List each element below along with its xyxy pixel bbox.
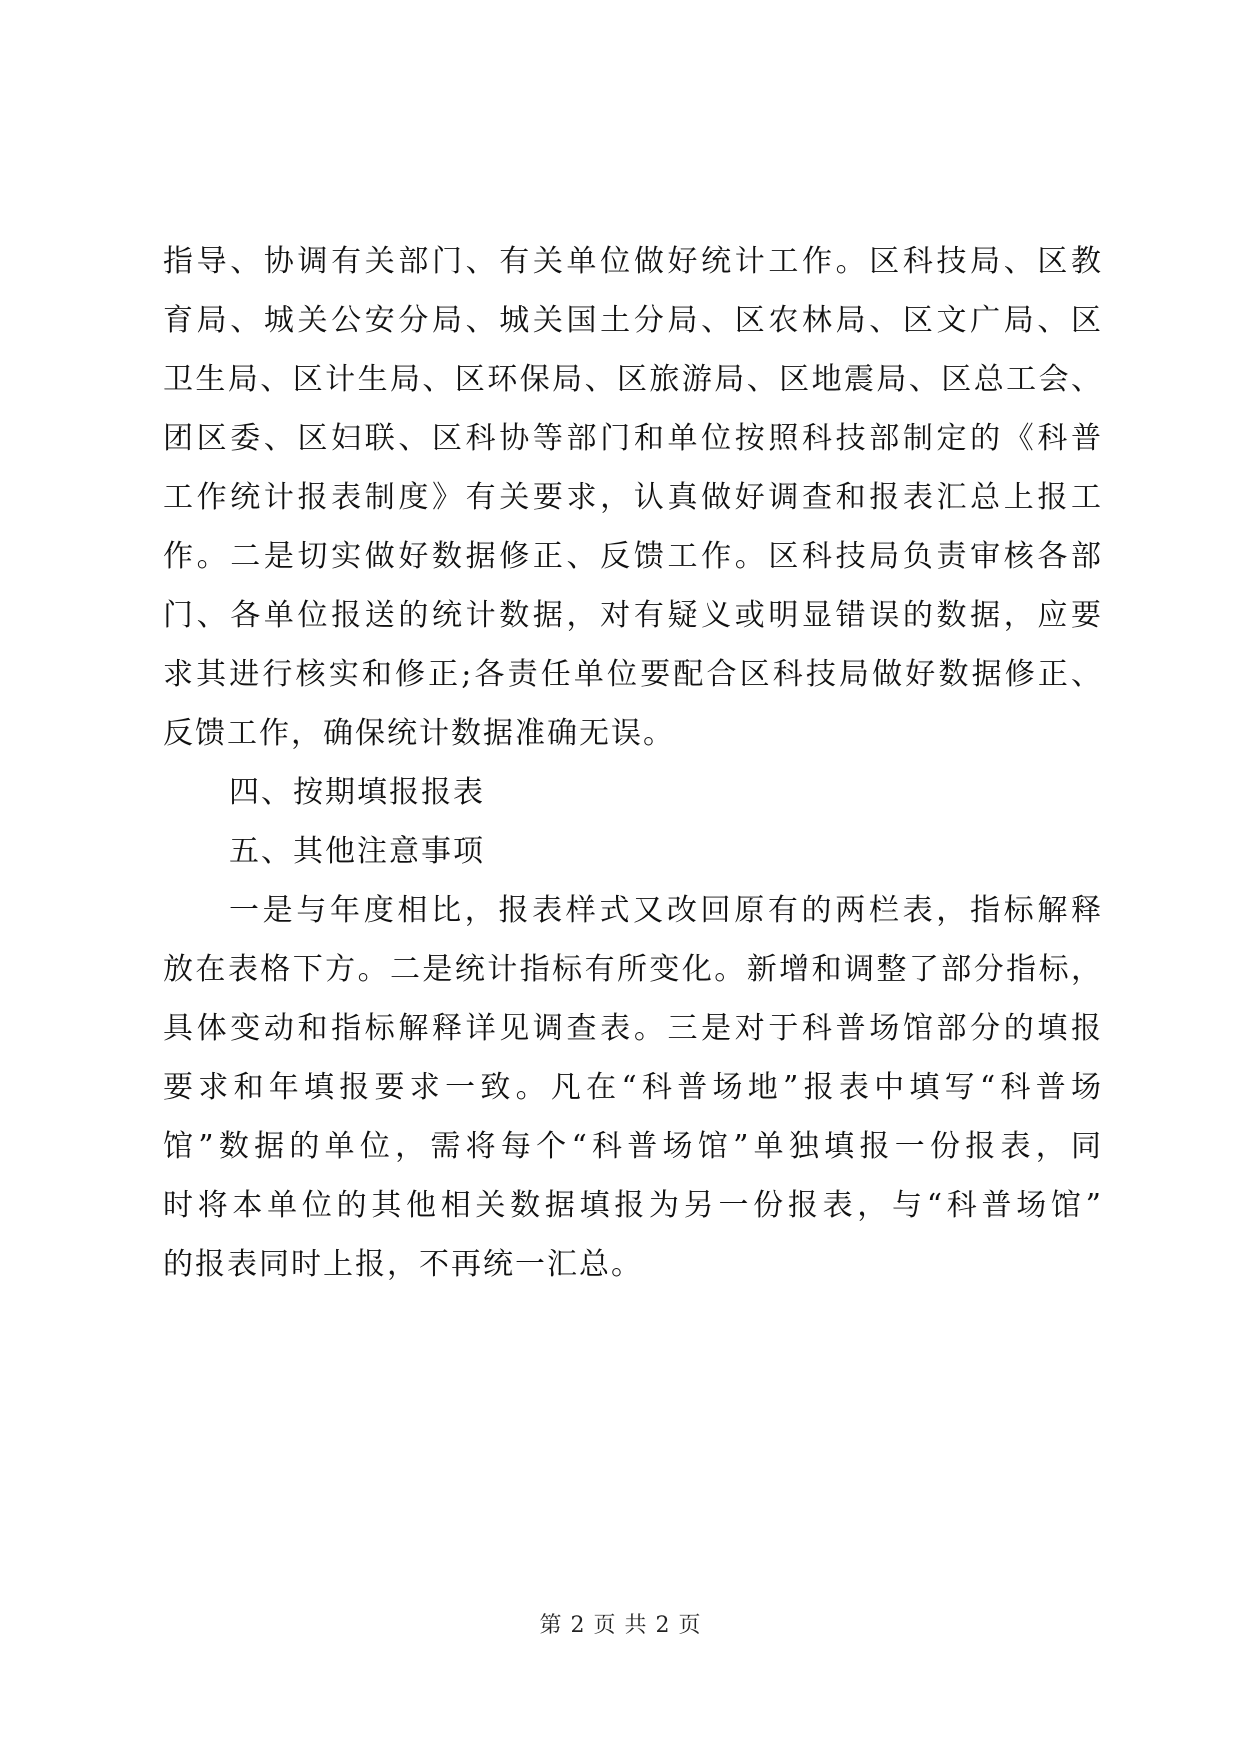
text-line: 反馈工作，确保统计数据准确无误。 (163, 716, 675, 751)
text-line: 指导、协调有关部门、有关单位做好统计工作。区科技局、区教 (163, 244, 1103, 279)
section-heading-5: 五、其他注意事项 (229, 834, 485, 869)
text-line: 要求和年填报要求一致。凡在“科普场地”报表中填写“科普场 (163, 1070, 1103, 1105)
text-line: 的报表同时上报，不再统一汇总。 (163, 1247, 643, 1282)
text-line: 育局、城关公安分局、城关国土分局、区农林局、区文广局、区 (163, 303, 1103, 338)
text-line: 时将本单位的其他相关数据填报为另一份报表，与“科普场馆” (163, 1188, 1103, 1223)
text-line: 作。二是切实做好数据修正、反馈工作。区科技局负责审核各部 (163, 539, 1103, 574)
text-line: 卫生局、区计生局、区环保局、区旅游局、区地震局、区总工会、 (163, 362, 1103, 397)
page-number-footer: 第 2 页 共 2 页 (539, 1613, 702, 1638)
text-line: 团区委、区妇联、区科协等部门和单位按照科技部制定的《科普 (163, 421, 1103, 456)
text-line: 一是与年度相比，报表样式又改回原有的两栏表，指标解释 (229, 893, 1103, 928)
text-line: 放在表格下方。二是统计指标有所变化。新增和调整了部分指标， (163, 952, 1103, 987)
text-line: 具体变动和指标解释详见调查表。三是对于科普场馆部分的填报 (163, 1011, 1103, 1046)
text-line: 求其进行核实和修正;各责任单位要配合区科技局做好数据修正、 (163, 657, 1103, 692)
section-heading-4: 四、按期填报报表 (229, 775, 485, 810)
body-text (163, 232, 1103, 1294)
text-line: 工作统计报表制度》有关要求，认真做好调查和报表汇总上报工 (163, 480, 1103, 515)
text-line: 馆”数据的单位，需将每个“科普场馆”单独填报一份报表，同 (163, 1129, 1103, 1164)
text-line: 门、各单位报送的统计数据，对有疑义或明显错误的数据，应要 (163, 598, 1103, 633)
